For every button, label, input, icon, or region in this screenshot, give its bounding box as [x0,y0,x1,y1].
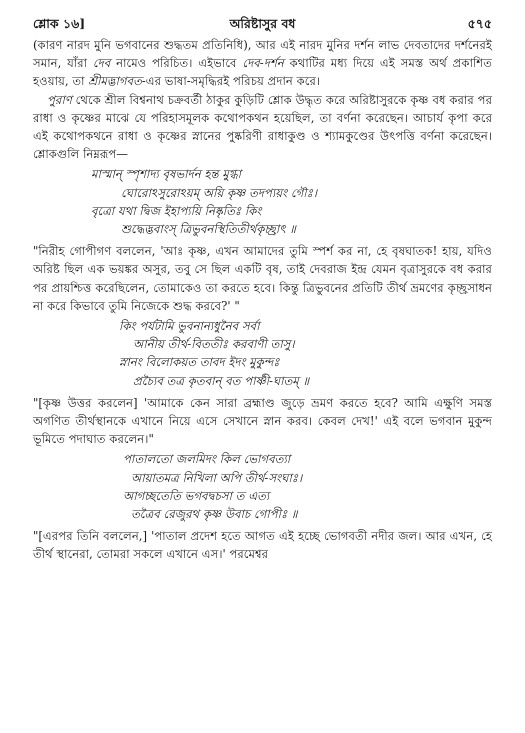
header-verse-ref: শ্লোক ১৬] [33,16,86,31]
verse-1-line-2: ঘোরোঽসুরোঽয়ম্ অয়ি কৃষ্ণ তদপ্যয়ং গৌঃ। [121,185,318,200]
verse-3 [33,450,492,523]
verse-1-line-4: শুদ্ধেদ্ভবাংস্ ত্রিভুবনস্থিতিতীর্থকৃচ্ছ্রাৎ ॥ [121,222,296,237]
para1-text-2: নামেও পরিচিত। এইভাবে [110,56,243,71]
verse-1-line-1: মাস্মান্ স্পৃশাদ্য বৃষভার্দন হন্ত মুগ্ধা [91,167,242,182]
header-page-number: ৫৭৫ [467,16,492,31]
para1-italic-2: দেব-দর্শন [242,56,284,71]
paragraph-1 [33,36,492,91]
verse-2-line-4: প্রচ্যৈব তত্র কৃতবান্ বত পার্ষ্ণী-ঘাতম্ ॥ [133,373,310,388]
verse-3-line-3: আগচ্ছতেতি ভগবদ্বচসা ত এত্য [123,488,270,503]
para1-italic-3: শ্রীমদ্ভাগবত [88,74,142,89]
paragraph-3: "নিরীহ গোপীগণ বললেন, 'আঃ কৃষ্ণ, এখন আমাদের তুমি স্পর্শ কর না, হে বৃষঘাতক! হায়, যদিও অরিষ্ট ছিল এক ভয়ঙ্কর অসুর, তবু সে ছিল একটি বৃষ, তাই দেবরাজ ইন্দ্র যেমন বৃত্রাসুরকে বধ করার পর প্রায়শ্চিত্ত করেছিলেন, তোমাকেও তা করতে হবে। কিন্তু ত্রিভুবনের প্রতিটি তীর্থ ভ্রমণের কৃচ্ছ্রসাধন না করে কিভাবে তুমি নিজেকে শুদ্ধ করবে?' " [33,244,492,313]
verse-1-line-3: বৃত্রো যথা দ্বিজ ইহাপ্যয়ি নিষ্কৃতিঃ কিং [91,203,262,218]
verse-2-line-2: আনীয় তীর্থ-বিততীঃ করবাণী তাসু। [133,337,295,352]
paragraph-4: "[কৃষ্ণ উত্তর করলেন] 'আমাকে কেন সারা ব্রহ্মাণ্ড জুড়ে ভ্রমণ করতে হবে? আমি এক্ষুণি সমস্ত অগণিত তীর্থস্থানকে এখানে নিয়ে এসে সেখানে স্নান করব। কেবল দেখ!' এই বলে ভগবান মুকুন্দ ভূমিতে পদাঘাত করলেন।" [33,395,492,447]
para1-text-3: কথাটির মধ্য দিয়ে এই সমস্ত অর্থ প্রকাশিত হওয়ায়, তা [33,56,492,89]
verse-2-line-1: কিং পর্যটামি ভুবনান্যধুনৈব সর্বা [119,319,260,334]
paragraph-5: "[এরপর তিনি বললেন,] 'পাতাল প্রদেশ হতে আগত এই হচ্ছে ভোগবতী নদীর জল। আর এখন, হে তীর্থ স্থানেরা, তোমরা সকলে এখানে এস।' পরমেশ্বর [33,529,492,562]
paragraph-2 [33,91,492,164]
verse-3-line-1: পাতালতো জলমিদং কিল ভোগবত্যা [123,452,291,467]
page-header [33,14,492,36]
para1-text-4: -এর ভাষা-সমৃদ্ধিরই পরিচয় প্রদান করে। [141,74,321,89]
verse-3-line-4: তত্রৈব রেজুরথ কৃষ্ণ উবাচ গোপীঃ ॥ [131,507,298,522]
para2-text-1: থেকে শ্রীল বিশ্বনাথ চক্রবর্তী ঠাকুর কুড়িটি শ্লোক উদ্ধৃত করে অরিষ্টাসুরকে কৃষ্ণ বধ করার পর রাধা ও কৃষ্ণের মাঝে যে পরিহাসমূলক কথোপকথন হয়েছিল, তা বর্ণনা করেছেন। আচার্য কৃপা করে এই কথোপকথনে রাধা ও কৃষ্ণের স্নানের পুষ্করিণী রাধাকুণ্ড ও শ্যামকুণ্ডের উৎপত্তি বর্ণনা করেছেন। শ্লোকগুলি নিম্নরূপ— [33,92,492,162]
verse-3-line-2: আয়াতমত্র নিখিলা অপি তীর্থ-সংঘাঃ। [131,470,303,485]
para2-italic-1: পুরাণ [47,92,72,107]
verse-1 [33,165,492,238]
para1-italic-1: দেব [92,56,111,71]
header-title: অরিষ্টাসুর বধ [229,16,296,31]
page [33,14,492,564]
verse-2 [33,317,492,390]
para1-text-1: (কারণ নারদ মুনি ভগবানের শুদ্ধতম প্রতিনিধি), আর এই নারদ মুনির দর্শন লাভ দেবতাদের দর্শনেরই সমান, যাঁরা [33,38,492,71]
verse-2-line-3: স্নানং বিলোকয়ত তাবদ ইদং মুকুন্দঃ [119,355,280,370]
